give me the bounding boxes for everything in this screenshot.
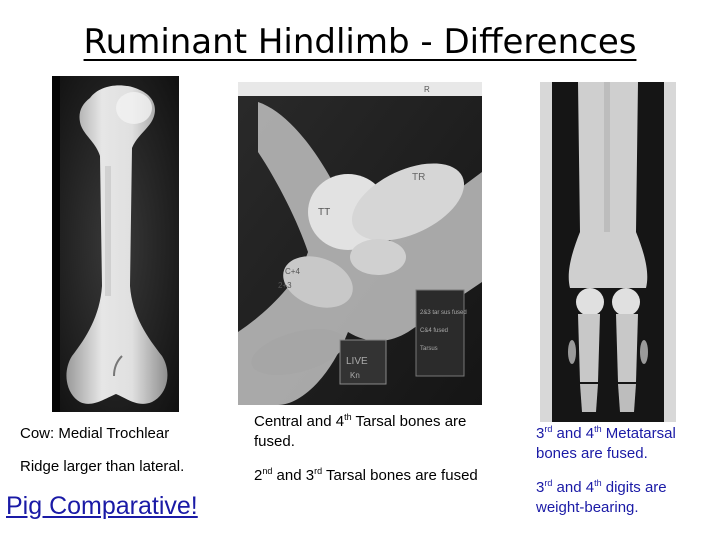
xray-mark-top: R [424,85,430,94]
pig-comparative-link-wrap [6,492,198,521]
central-fourth-tarsal-note: Central and 4th Tarsal bones are fused. [254,412,467,450]
metatarsal-xray-image [540,82,676,422]
xray-sticky-line2: C&4 fused [420,328,449,334]
pig-comparative-link[interactable]: Pig Comparative! [6,492,198,520]
xray-label-tt: TT [318,207,331,218]
metatarsal-fused-note: 3rd and 4th Metatarsal bones are fused. [536,424,676,462]
tarsus-xray-image [238,82,482,405]
xray-label-23: 2+3 [278,281,292,290]
second-third-tarsal-note: 2nd and 3rd Tarsal bones are fused [254,466,478,484]
xray-label-live: LIVE [346,356,368,367]
trochlear-caption-line2: Ridge larger than lateral. [20,458,185,475]
femur-xray-image [52,76,179,412]
xray-label-c4: C+4 [285,267,300,276]
slide-title: Ruminant Hindlimb - Differences [83,22,637,62]
xray-sticky-line3: Tarsus [420,346,438,352]
xray-label-tr: TR [412,172,426,183]
trochlear-caption-line1: Cow: Medial Trochlear [20,425,170,442]
xray-sticky-line1: 2&3 tar sus fused [420,310,467,316]
xray-label-kn: Kn [350,371,360,380]
weight-bearing-digits-note: 3rd and 4th digits are weight-bearing. [536,478,667,516]
